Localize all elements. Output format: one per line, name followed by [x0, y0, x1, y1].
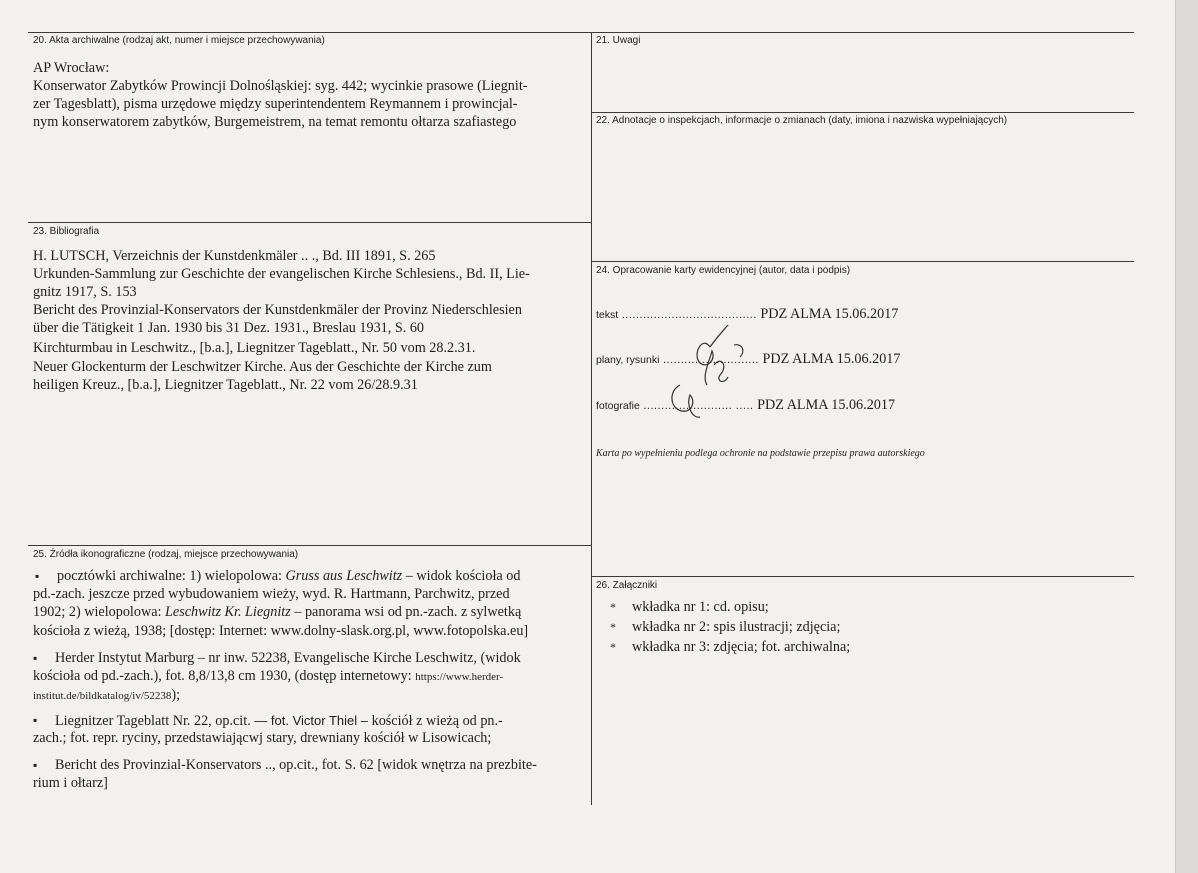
dot-leader: ......................... .....: [643, 400, 754, 412]
author-row-value: PDZ ALMA 15.06.2017: [757, 397, 896, 413]
rule-20-23: [28, 222, 591, 223]
iconography-item: [35, 568, 521, 586]
rule-22-24: [591, 261, 1134, 262]
item-text: kościoła od pd.-zach.), fot. 8,8/13,8 cm 1930, (dostęp internetowy:: [33, 668, 416, 684]
top-rule: [28, 32, 1134, 33]
dot-leader: ......................................: [621, 309, 757, 321]
author-row-value: PDZ ALMA 15.06.2017: [760, 306, 899, 322]
bibliography-line: gnitz 1917, S. 153: [33, 284, 137, 300]
attachment-item: [610, 638, 850, 657]
attachment-item: [610, 618, 840, 637]
attachment-item: [610, 598, 769, 617]
item-text: [33, 668, 503, 687]
rule-24-26: [591, 576, 1134, 577]
item-text: 1902; 2) wielopolowa:: [33, 604, 166, 620]
iconography-item: [33, 650, 521, 668]
bibliography-line: über die Tätigkeit 1 Jan. 1930 bis 31 Dez. 1931., Breslau 1931, S. 60: [33, 320, 425, 336]
item-text: kościoła z wieżą, 1938; [dostęp: Internet: www.dolny-slask.org.pl, www.fotopolska.eu]: [33, 623, 529, 639]
item-text: — fot. Victor Thiel –: [254, 713, 372, 728]
copyright-note: Karta po wypełnieniu podlega ochronie na podstawie przepisu prawa autorskiego: [596, 448, 925, 459]
bullet-icon: ▪: [35, 569, 40, 583]
item-text: rium i ołtarz]: [33, 775, 108, 791]
author-row-key: fotografie: [596, 400, 640, 412]
bibliography-line: Neuer Glockenturm der Leschwitzer Kirche. Aus der Geschichte der Kirche zum: [33, 359, 492, 375]
paper-edge: [1175, 0, 1198, 873]
bibliography-line: Bericht des Provinzial-Konservators der Kunstdenkmäler der Provinz Niederschlesien: [33, 302, 522, 318]
item-url: institut.de/bildkatalog/iv/52238: [33, 690, 172, 702]
author-row-key: tekst: [596, 309, 619, 321]
bibliography-line: Kirchturmbau in Leschwitz., [b.a.], Liegnitzer Tageblatt., Nr. 50 vom 28.2.31.: [33, 340, 476, 356]
bullet-icon: ▪: [33, 713, 38, 727]
item-title: Leschwitz Kr. Liegnitz: [165, 604, 291, 620]
section-20-line: nym konserwatorem zabytków, Burgemeistrem, na temat remontu ołtarza szafiastego: [33, 114, 517, 130]
item-text: pocztówki archiwalne: 1) wielopolowa:: [57, 568, 286, 584]
section-20-line: zer Tagesblatt), pisma urzędowe między superintendentem Reymannem i prowincjal-: [33, 96, 518, 112]
rule-21-22: [591, 112, 1134, 113]
asterisk-icon: *: [610, 600, 616, 614]
item-text: pd.-zach. jeszcze przed wybudowaniem wieży, wyd. R. Hartmann, Parchwitz, przed: [33, 586, 510, 602]
section-20-label: 20. Akta archiwalne (rodzaj akt, numer i miejsce przechowywania): [33, 35, 325, 46]
section-26-label: 26. Załączniki: [596, 580, 658, 591]
iconography-item: [33, 712, 503, 731]
handwritten-signature: [662, 325, 772, 425]
attachment-text: wkładka nr 3: zdjęcia; fot. archiwalna;: [632, 639, 851, 655]
author-row-tekst: [596, 306, 898, 323]
author-row-key: plany, rysunki: [596, 354, 660, 366]
item-title: Gruss aus Leschwitz: [285, 568, 403, 584]
item-text: zach.; fot. repr. ryciny, przedstawiającwj stary, drewniany kościół w Lisowicach;: [33, 730, 492, 746]
item-text: Bericht des Provinzial-Konservators .., op.cit., fot. S. 62 [widok wnętrza na prezbite-: [55, 757, 537, 773]
item-text: Herder Instytut Marburg – nr inw. 52238, Evangelische Kirche Leschwitz, (widok: [55, 650, 521, 666]
bibliography-line: Urkunden-Sammlung zur Geschichte der evangelischen Kirche Schlesiens., Bd. II, Lie-: [33, 266, 530, 282]
item-text: Liegnitzer Tageblatt Nr. 22, op.cit.: [55, 713, 255, 729]
section-21-label: 21. Uwagi: [596, 35, 641, 46]
section-23-label: 23. Bibliografia: [33, 226, 100, 237]
section-22-label: 22. Adnotacje o inspekcjach, informacje o zmianach (daty, imiona i nazwiska wypełniających): [596, 115, 1008, 126]
bullet-icon: ▪: [33, 651, 38, 665]
attachment-text: wkładka nr 2: spis ilustracji; zdjęcia;: [632, 619, 841, 635]
center-divider: [591, 32, 592, 805]
dot-leader: ...........................: [662, 354, 759, 366]
section-24-label: 24. Opracowanie karty ewidencyjnej (autor, data i podpis): [596, 265, 851, 276]
attachment-text: wkładka nr 1: cd. opisu;: [632, 599, 769, 615]
rule-23-25: [28, 545, 591, 546]
item-text: kościół z wieżą od pn.-: [371, 713, 503, 729]
section-20-line: AP Wrocław:: [33, 60, 110, 76]
section-25-label: 25. Źródła ikonograficzne (rodzaj, miejsce przechowywania): [33, 549, 299, 560]
item-text: [33, 604, 521, 622]
bullet-icon: ▪: [33, 758, 38, 772]
item-text: – widok kościoła od: [402, 568, 521, 584]
item-text: [33, 687, 180, 706]
asterisk-icon: *: [610, 640, 616, 654]
bibliography-line: H. LUTSCH, Verzeichnis der Kunstdenkmäler .. ., Bd. III 1891, S. 265: [33, 248, 436, 264]
asterisk-icon: *: [610, 620, 616, 634]
iconography-item: [33, 757, 537, 775]
item-text: – panorama wsi od pn.-zach. z sylwetką: [290, 604, 522, 620]
author-row-value: PDZ ALMA 15.06.2017: [762, 351, 901, 367]
bibliography-line: heiligen Kreuz., [b.a.], Liegnitzer Tageblatt., Nr. 22 vom 26/28.9.31: [33, 377, 418, 393]
section-20-line: Konserwator Zabytków Prowincji Dolnośląskiej: syg. 442; wycinkie prasowe (Liegnit-: [33, 78, 528, 94]
item-url: https://www.herder-: [415, 671, 504, 683]
item-text: );: [171, 687, 181, 703]
